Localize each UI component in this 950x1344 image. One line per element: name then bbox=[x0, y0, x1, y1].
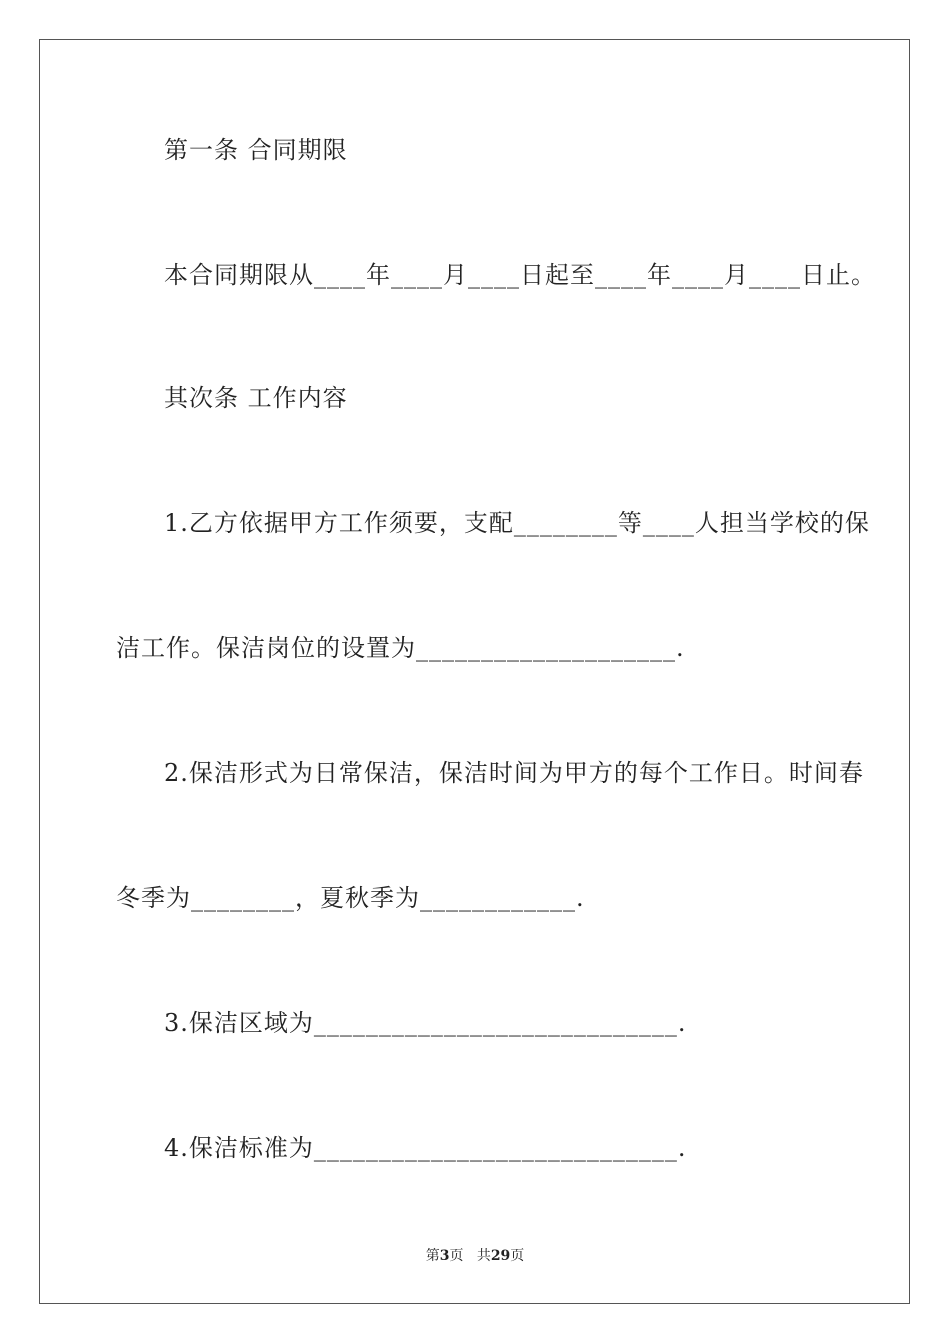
page-border bbox=[39, 39, 910, 1304]
item-3-line: 3.保洁区域为____________________________. bbox=[164, 1009, 687, 1037]
item-1-line-1: 1.乙方依据甲方工作须要，支配________等____人担当学校的保 bbox=[164, 509, 870, 537]
contract-period-text: 本合同期限从____年____月____日起至____年____月____日止。 bbox=[164, 261, 876, 289]
page-prefix: 第 bbox=[425, 1248, 440, 1264]
page-suffix: 页 bbox=[449, 1248, 464, 1264]
clause-2-heading: 其次条 工作内容 bbox=[164, 384, 348, 412]
total-suffix: 页 bbox=[510, 1248, 525, 1264]
page-footer bbox=[0, 1247, 950, 1265]
item-2-line-2: 冬季为________，夏秋季为____________. bbox=[116, 884, 585, 912]
total-prefix: 共 bbox=[476, 1248, 491, 1264]
total-pages: 29 bbox=[490, 1248, 511, 1264]
page-number: 3 bbox=[439, 1248, 450, 1264]
item-2-line-1: 2.保洁形式为日常保洁，保洁时间为甲方的每个工作日。时间春 bbox=[164, 759, 864, 787]
item-1-line-2: 洁工作。保洁岗位的设置为____________________. bbox=[116, 634, 685, 662]
item-4-line: 4.保洁标准为____________________________. bbox=[164, 1134, 687, 1162]
clause-1-heading: 第一条 合同期限 bbox=[164, 136, 348, 164]
